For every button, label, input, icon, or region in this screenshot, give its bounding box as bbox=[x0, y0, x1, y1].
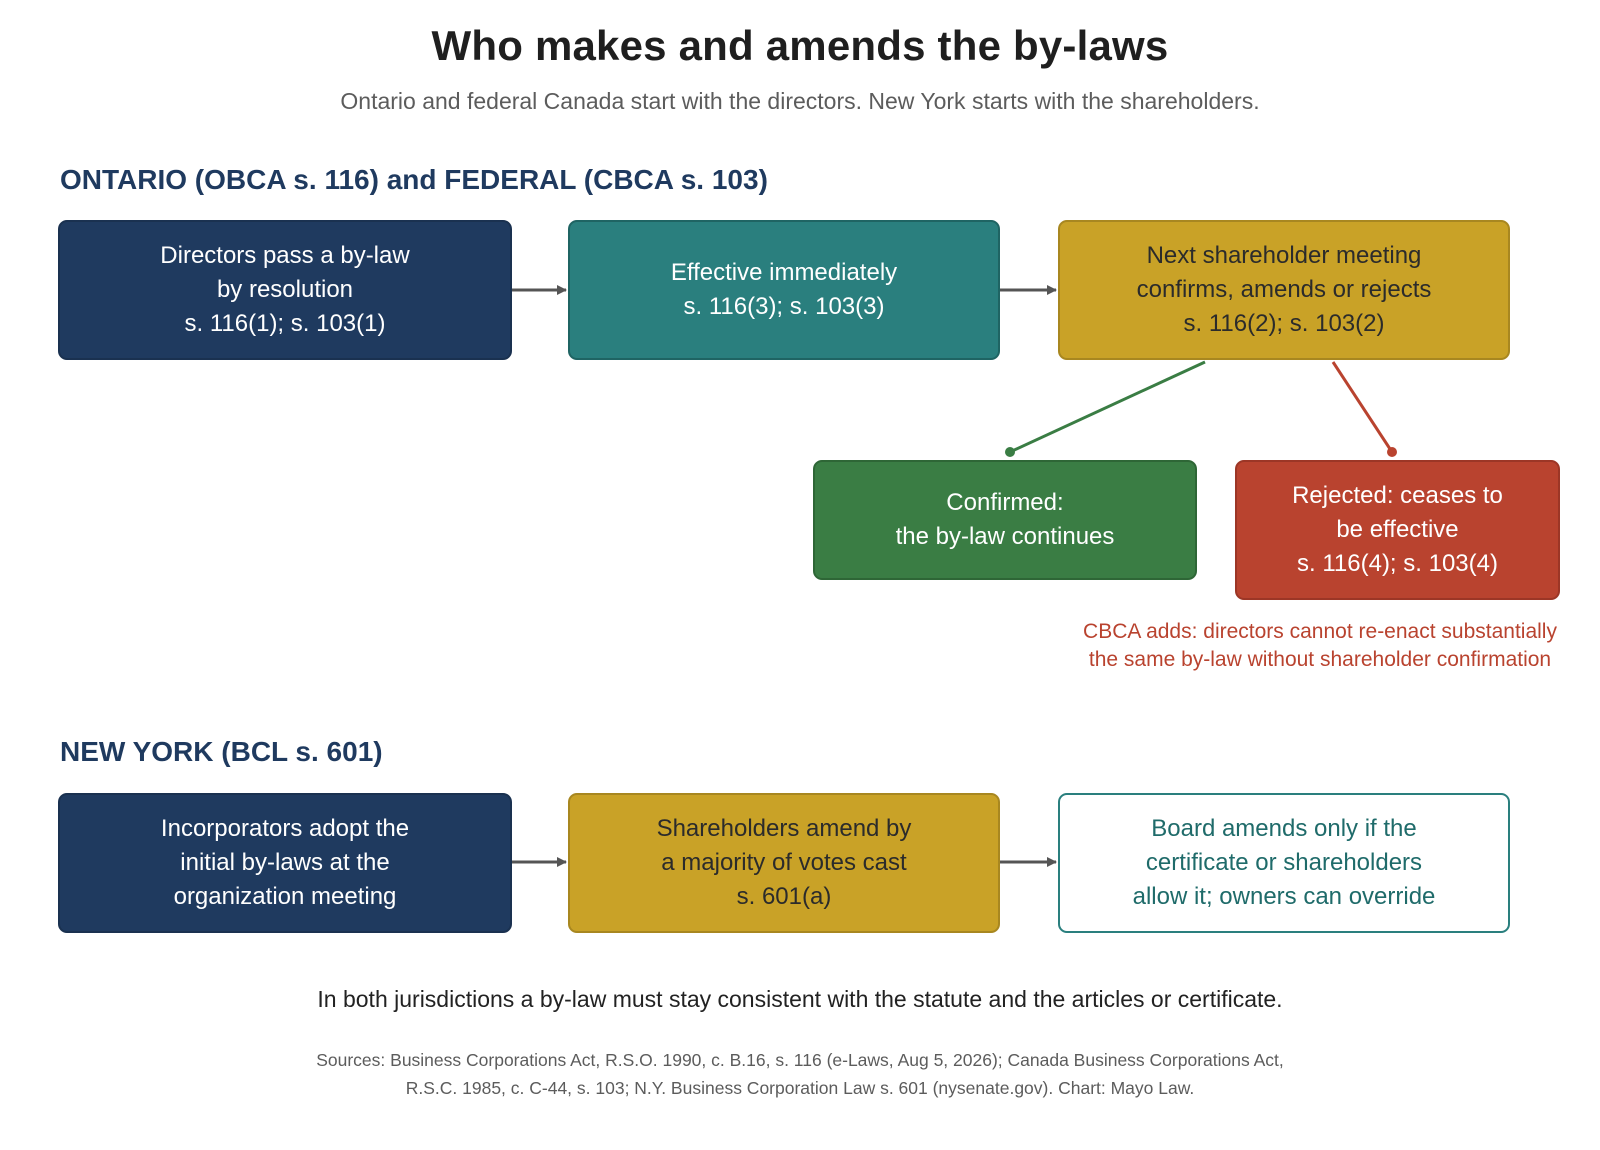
box-shareholder-meeting-text: Next shareholder meeting confirms, amends or rejects s. 116(2); s. 103(2) bbox=[1136, 242, 1432, 337]
box-rejected-text: Rejected: ceases to be effective s. 116(4); s. 103(4) bbox=[1292, 482, 1503, 577]
box-incorporators-adopt-text: Incorporators adopt the initial by-laws at the organization meeting bbox=[160, 815, 410, 910]
section-heading-canada: ONTARIO (OBCA s. 116) and FEDERAL (CBCA s. 103) bbox=[60, 164, 768, 195]
sources-note: Sources: Business Corporations Act, R.S.O. 1990, c. B.16, s. 116 (e-Laws, Aug 5, 2026); Canada Business Corporations Act, R.S.C. 1985, c. C-44, s. 103; N.Y. Business Corporation Law s. 601 (nysenate.gov). Chart: Mayo Law. bbox=[316, 1050, 1284, 1098]
box-confirmed-text: Confirmed: the by-law continues bbox=[895, 489, 1115, 550]
page-title: Who makes and amends the by-laws bbox=[431, 22, 1169, 69]
connector-meeting-to-confirmed bbox=[1010, 362, 1205, 452]
box-shareholders-amend-text: Shareholders amend by a majority of votes cast s. 601(a) bbox=[656, 815, 912, 910]
cbca-note: CBCA adds: directors cannot re-enact substantially the same by-law without shareholder confirmation bbox=[1083, 620, 1557, 671]
footer-statement: In both jurisdictions a by-law must stay consistent with the statute and the articles or certificate. bbox=[317, 986, 1283, 1012]
section-heading-new-york: NEW YORK (BCL s. 601) bbox=[60, 736, 383, 767]
connector-meeting-to-rejected bbox=[1333, 362, 1392, 452]
connector-rejected-dot bbox=[1387, 447, 1397, 457]
box-effective-immediately-text: Effective immediately s. 116(3); s. 103(3) bbox=[670, 259, 898, 320]
box-directors-pass-bylaw-text: Directors pass a by-law by resolution s. 116(1); s. 103(1) bbox=[160, 242, 410, 337]
connector-confirmed-dot bbox=[1005, 447, 1015, 457]
box-board-amends-text: Board amends only if the certificate or shareholders allow it; owners can override bbox=[1132, 815, 1436, 910]
page-subtitle: Ontario and federal Canada start with the directors. New York starts with the shareholders. bbox=[340, 88, 1260, 114]
